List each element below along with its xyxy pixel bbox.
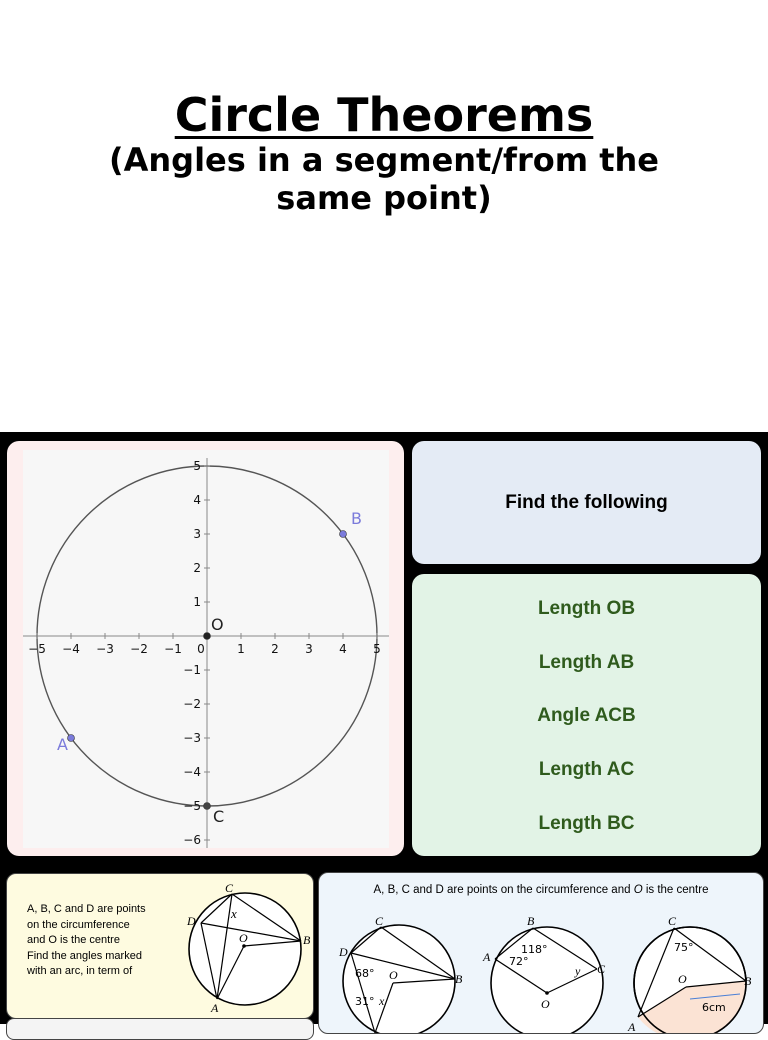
x-tick-label: 1 [237, 642, 245, 656]
y-tick-label: −3 [183, 731, 201, 745]
point-o [204, 633, 211, 640]
label-o: O [678, 972, 687, 986]
exercise-panel-2 [318, 872, 764, 1034]
exercise-2-figure-1 [331, 913, 471, 1033]
point-label-c: C [213, 807, 225, 826]
worksheet-area [0, 432, 768, 1033]
label-a: A [483, 950, 491, 964]
label-c: C [597, 962, 606, 976]
label-b: B [744, 974, 752, 988]
label-c: C [668, 914, 677, 928]
length-label: 6cm [702, 1001, 726, 1014]
slide-subtitle [0, 141, 768, 217]
instruction-line: A, B, C and D are points [27, 903, 146, 915]
exercise-panel-1 [6, 873, 314, 1019]
point-label-o: O [211, 615, 224, 634]
angle-75: 75° [674, 941, 694, 954]
y-tick-label: −4 [183, 765, 201, 779]
heading-o: O [633, 884, 643, 896]
circle-outline [189, 893, 301, 1005]
x-tick-label: 0 [197, 642, 205, 656]
coordinate-graph [23, 450, 389, 848]
instruction-line: on the circumference [27, 918, 130, 931]
x-tick-label: −5 [28, 642, 46, 656]
label-a: A [211, 1001, 219, 1015]
label-d: D [187, 914, 196, 928]
question-item: Angle ACB [537, 705, 636, 726]
label-o: O [239, 931, 248, 945]
find-panel [412, 441, 761, 564]
y-tick-label: −5 [183, 799, 201, 813]
instruction-line: and O is the centre [27, 934, 120, 946]
label-d: D [339, 945, 348, 959]
question-item: Length OB [537, 598, 636, 619]
instruction-line: with an arc, in term of [27, 965, 133, 977]
label-y: y [575, 964, 581, 978]
y-tick-label: 2 [193, 561, 201, 575]
angle-72: 72° [509, 955, 529, 968]
label-x: x [231, 906, 237, 921]
x-tick-label: 2 [271, 642, 279, 656]
question-list [412, 574, 761, 856]
y-tick-label: 3 [193, 527, 201, 541]
label-o: O [389, 968, 398, 982]
angle-118: 118° [521, 943, 548, 956]
graph-panel [7, 441, 404, 856]
y-tick-label: −2 [183, 697, 201, 711]
heading-text: is the centre [642, 884, 709, 896]
x-tick-label: 5 [373, 642, 381, 656]
x-tick-label: −1 [164, 642, 182, 656]
label-b: B [527, 914, 535, 928]
heading-text: A, B, C and D are points on the circumference and [373, 884, 634, 896]
exercise-2-figure-2 [479, 913, 619, 1033]
graph-canvas [23, 450, 389, 848]
point-c [204, 803, 211, 810]
x-tick-label: −3 [96, 642, 114, 656]
question-item: Length AB [538, 652, 635, 673]
point-b [340, 531, 347, 538]
question-item: Length BC [538, 813, 635, 834]
x-tick-label: −4 [62, 642, 80, 656]
point-a [68, 735, 75, 742]
label-x: x [379, 994, 385, 1008]
find-heading: Find the following [505, 491, 668, 513]
label-b: B [303, 933, 311, 947]
exercise-1-diagram [177, 882, 313, 1018]
label-c: C [225, 882, 234, 895]
exercise-1-instructions [27, 902, 162, 980]
subtitle-line-2: same point) [276, 179, 492, 217]
instruction-line: Find the angles marked [27, 949, 142, 962]
subtitle-line-1: (Angles in a segment/from the [109, 141, 659, 179]
exercise-panel-3 [6, 1018, 314, 1040]
label-a: A [628, 1020, 636, 1033]
y-tick-label: −6 [183, 833, 201, 847]
exercise-2-heading [319, 884, 763, 896]
x-tick-label: −2 [130, 642, 148, 656]
slide-title: Circle Theorems [174, 88, 594, 142]
y-tick-label: 1 [193, 595, 201, 609]
y-tick-label: 5 [193, 459, 201, 473]
label-b: B [455, 972, 463, 986]
point-label-b: B [351, 509, 362, 528]
angle-31: 31° [355, 995, 375, 1008]
label-o: O [541, 997, 550, 1011]
point-label-a: A [57, 735, 68, 754]
y-tick-label: −1 [183, 663, 201, 677]
x-tick-label: 3 [305, 642, 313, 656]
exercise-2-figure-3 [624, 913, 762, 1033]
x-tick-label: 4 [339, 642, 347, 656]
angle-68: 68° [355, 967, 375, 980]
label-c: C [375, 914, 384, 928]
y-tick-label: 4 [193, 493, 201, 507]
question-item: Length AC [538, 759, 635, 780]
